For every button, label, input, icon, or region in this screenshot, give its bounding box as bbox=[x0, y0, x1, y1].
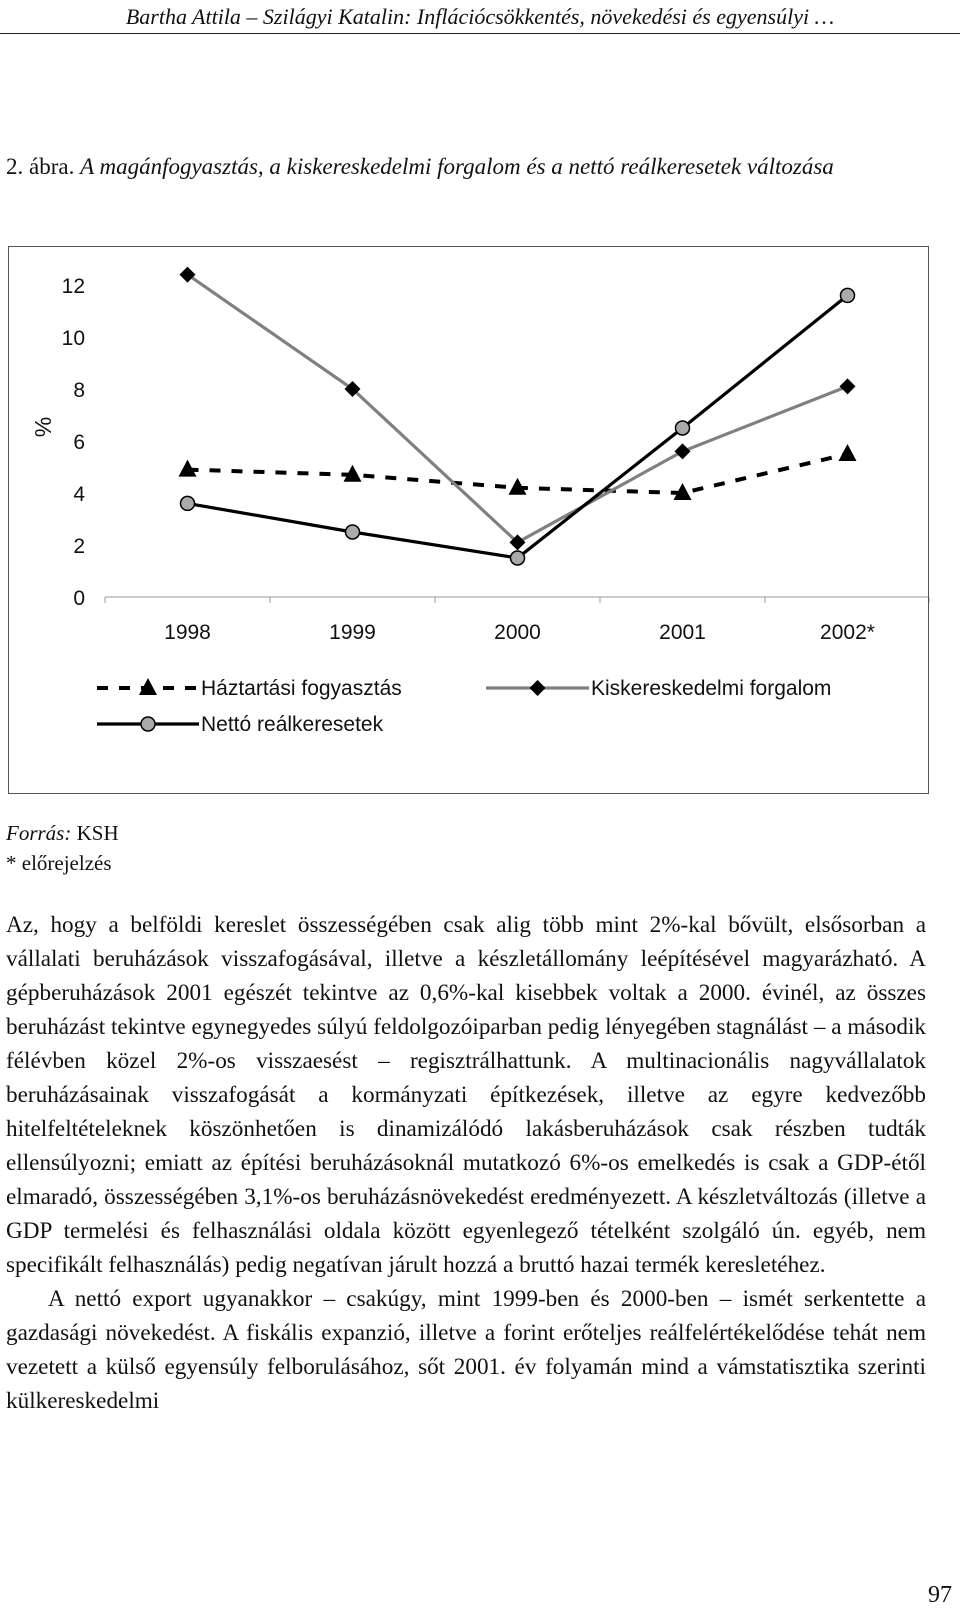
page-number: 97 bbox=[928, 1582, 952, 1608]
triangle-marker bbox=[839, 444, 857, 461]
source-label: Forrás: bbox=[6, 821, 72, 845]
y-tick-label: 8 bbox=[73, 379, 85, 402]
y-tick-label: 6 bbox=[73, 431, 85, 454]
x-tick-label: 1998 bbox=[164, 621, 211, 644]
x-tick-label: 2002* bbox=[820, 621, 875, 644]
diamond-marker bbox=[840, 378, 856, 394]
y-tick-label: 2 bbox=[73, 535, 85, 558]
circle-marker bbox=[181, 496, 195, 510]
source-note bbox=[6, 818, 119, 848]
y-axis-label: % bbox=[30, 416, 56, 438]
y-tick-label: 4 bbox=[73, 483, 85, 506]
running-head-text: Bartha Attila – Szilágyi Katalin: Inflációcsökkentés, növekedési és egyensúlyi … bbox=[125, 4, 835, 29]
x-tick-label: 1999 bbox=[329, 621, 376, 644]
y-tick-label: 0 bbox=[73, 587, 85, 610]
figure-caption-text: A magánfogyasztás, a kiskereskedelmi forgalom és a nettó reálkeresetek változása bbox=[80, 154, 834, 179]
running-head bbox=[0, 0, 960, 34]
y-tick-label: 12 bbox=[61, 275, 85, 298]
body-text bbox=[6, 908, 926, 1418]
forecast-note: * előrejelzés bbox=[6, 851, 112, 875]
legend-label: Kiskereskedelmi forgalom bbox=[591, 677, 832, 700]
y-tick-label: 10 bbox=[61, 327, 85, 350]
legend-label: Háztartási fogyasztás bbox=[201, 677, 402, 700]
x-tick-label: 2001 bbox=[659, 621, 706, 644]
figure-caption bbox=[6, 150, 936, 183]
chart-frame bbox=[8, 246, 929, 794]
x-tick-label: 2000 bbox=[494, 621, 541, 644]
circle-marker bbox=[511, 551, 525, 565]
figure-label: 2. ábra. bbox=[6, 154, 75, 179]
paragraph-2: A nettó export ugyanakkor – csakúgy, mint 1999-ben és 2000-ben – ismét serkentette a gazdasági növekedést. A fiskális expanzió, illetve a forint erőteljes reálfelértékelődése tehát nem vezetett a külső egyensúly felborulásához, sőt 2001. év folyamán mind a vámstatisztika szerinti külkereskedelmi bbox=[6, 1286, 926, 1414]
diamond-marker bbox=[530, 680, 546, 696]
figure-notes bbox=[6, 818, 119, 878]
circle-marker bbox=[141, 717, 155, 731]
source-value: KSH bbox=[71, 821, 119, 845]
circle-marker bbox=[676, 421, 690, 435]
circle-marker bbox=[841, 288, 855, 302]
paragraph-1: Az, hogy a belföldi kereslet összességében csak alig több mint 2%-kal bővült, elsősorban a vállalati beruházások visszafogásával, illetve a készletállomány leépítésével magyarázható. A gépberuházások 2001 egészét tekintve az 0,6%-kal kisebbek voltak a 2000. évinél, az összes beruházást tekintve egynegyedes súlyú feldolgozóiparban pedig lényegében stagnálást – a második félévben közel 2%-os visszaesést – regisztrálhattunk. A multinacionális nagyvállalatok beruházásainak visszafogását a kormányzati építkezések, illetve az egyre kedvezőbb hitelfeltételeknek köszönhetően is dinamizálódó lakásberuházások csak részben tudták ellensúlyozni; emiatt az építési beruházásoknál mutatkozó 6%-os emelkedés is csak a GDP-étől elmaradó, összességében 3,1%-os beruházásnövekedést eredményezett. A készletváltozás (illetve a GDP termelési és felhasználási oldala között egyenlegező tételként szolgáló ún. egyéb, nem specifikált felhasználás) pedig negatívan járult hozzá a bruttó hazai termék keresletéhez. bbox=[6, 912, 926, 1278]
circle-marker bbox=[346, 525, 360, 539]
series-line-2 bbox=[188, 275, 848, 543]
legend-label: Nettó reálkeresetek bbox=[201, 713, 384, 736]
line-chart bbox=[9, 247, 930, 795]
diamond-marker bbox=[675, 443, 691, 459]
